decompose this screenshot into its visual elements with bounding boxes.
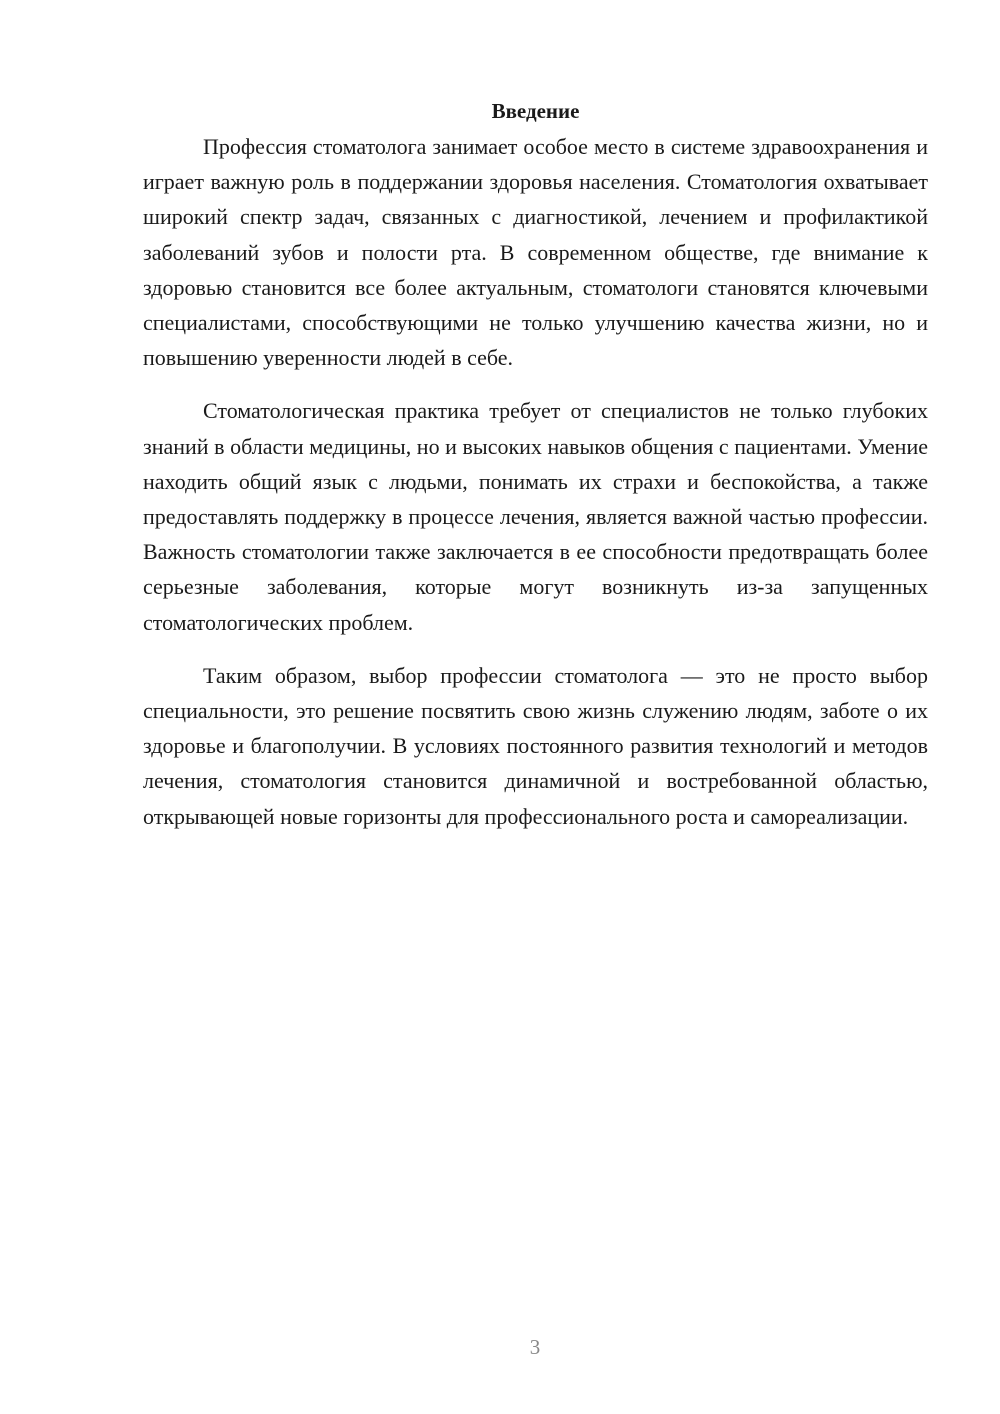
- paragraph-2: Стоматологическая практика требует от специалистов не только глубоких знаний в области медицины, но и высоких навыков общения с пациентами. Умение находить общий язык с людьми, понимать их страхи и беспокойства, а также предоставлять поддержку в процессе лечения, является важной частью профессии. Важность стоматологии также заключается в ее способности предотвращать более серьезные заболевания, которые могут возникнуть из-за запущенных стоматологических проблем.: [143, 398, 928, 635]
- section-heading: Введение: [491, 99, 580, 123]
- page-number: 3: [529, 1335, 541, 1359]
- paragraph-1: Профессия стоматолога занимает особое место в системе здравоохранения и играет важную роль в поддержании здоровья населения. Стоматология охватывает широкий спектр задач, связанных с диагностикой, лечением и профилактикой заболеваний зубов и полости рта. В современном обществе, где внимание к здоровью становится все более актуальным, стоматологи становятся ключевыми специалистами, способствующими не только улучшению качества жизни, но и повышению уверенности людей в себе.: [143, 134, 928, 371]
- paragraph-3: Таким образом, выбор профессии стоматолога — это не просто выбор специальности, это решение посвятить свою жизнь служению людям, заботе о их здоровье и благополучии. В условиях постоянного развития технологий и методов лечения, стоматология становится динамичной и востребованной областью, открывающей новые горизонты для профессионального роста и самореализации.: [143, 662, 928, 829]
- document-body: [143, 96, 928, 852]
